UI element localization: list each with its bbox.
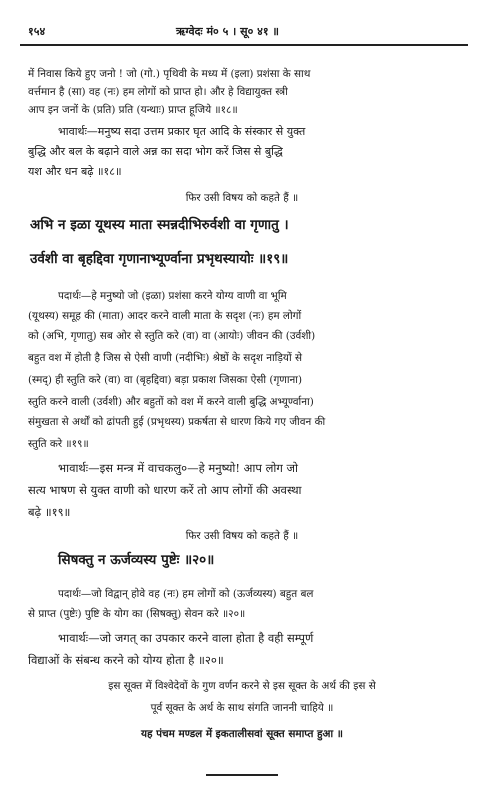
mantra-line-3: सिषक्तु न ऊर्जव्यस्य पुष्टेः ॥२०॥ — [58, 552, 215, 568]
closing-note-line: इस सूक्त में विश्वेदेवों के गुण वर्णन करने से इस सूक्त के अर्थ की इस से — [108, 680, 376, 692]
text-line: यश और धन बढ़े ॥१८॥ — [28, 165, 122, 178]
text-line: बढ़े ॥१९॥ — [28, 505, 71, 519]
text-line: आप इन जनों के (प्रति) प्रति (यन्थाः) प्राप्त हूजिये ॥१८॥ — [28, 104, 238, 116]
mantra-line-2: उर्वशी वा बृहद्दिवा गृणानाभ्यूर्ण्वाना प्रभृथस्यायोः ॥१९॥ — [30, 251, 289, 267]
text-line: बहुत वश में होती है जिस से ऐसी वाणी (नदीभिः) श्रेष्ठों के सदृश नाड़ियों से — [28, 352, 302, 364]
text-line: वर्त्तमान है (सा) वह (नः) हम लोगों को प्राप्त हो। और हे विद्यायुक्त स्त्री — [28, 86, 288, 98]
text-line: स्तुति करने वाली (उर्वशी) और बहुतों को वश में करने वाली बुद्धि अभ्यूर्ण्वाना) — [28, 396, 314, 408]
running-header: ऋग्वेदः मं० ५ । सू० ४१ ॥ — [176, 25, 280, 38]
text-line: से प्राप्त (पुष्टेः) पुष्टि के योग का (सिषक्तु) सेवन करे ॥२०॥ — [28, 608, 246, 620]
header-rule — [20, 44, 468, 46]
text-line: विद्याओं के संबन्ध करने को योग्य होता है ॥२०॥ — [28, 653, 224, 667]
closing-note-line: पूर्व सूक्त के अर्थ के साथ संगति जाननी चाहिये ॥ — [150, 702, 334, 714]
end-rule — [206, 774, 278, 776]
text-line: संमुखता से अर्थों को ढांपती हुई (प्रभृथस्य) प्रकर्षता से धारण किये गए जीवन की — [28, 416, 326, 428]
text-line: बुद्धि और बल के बढ़ाने वाले अन्न का सदा भोग करें जिस से बुद्धि — [28, 145, 283, 158]
text-line: (यूथस्य) समूह की (माता) आदर करने वाली माता के सदृश (नः) हम लोगों — [28, 310, 302, 322]
text-line: को (अभि, गृणातु) सब ओर से स्तुति करे (वा) वा (आयोः) जीवन की (उर्वशी) — [28, 330, 316, 342]
padarth-line: पदार्थः—हे मनुष्यो जो (इळा) प्रशंसा करने योग्य वाणी वा भूमि — [58, 290, 287, 302]
bhavarth-line: भावार्थः—जो जगत् का उपकार करने वाला होता है वही सम्पूर्ण — [58, 631, 314, 645]
section-heading: फिर उसी विषय को कहते हैं ॥ — [185, 192, 299, 204]
text-line: में निवास किये हुए जनो ! जो (गो.) पृथिवी के मध्य में (इला) प्रशंसा के साथ — [28, 68, 311, 80]
page-number: १५४ — [28, 25, 46, 38]
section-heading: फिर उसी विषय को कहते हैं ॥ — [185, 530, 299, 542]
text-line: सत्य भाषण से युक्त वाणी को धारण करें तो आप लोगों की अवस्था — [28, 483, 302, 497]
sukta-end-line: यह पंचम मण्डल में इकतालीसवां सूक्त समाप्त हुआ ॥ — [140, 728, 343, 740]
mantra-line-1: अभि न इळा यूथस्य माता स्मन्नदीभिरुर्वशी वा गृणातु । — [30, 217, 289, 233]
text-line: स्तुति करे ॥१९॥ — [28, 438, 89, 450]
text-line: (स्मद्) ही स्तुति करे (वा) वा (बृहद्दिवा) बड़ा प्रकाश जिसका ऐसी (गृणाना) — [28, 374, 303, 386]
bhavarth-line: भावार्थः—इस मन्त्र में वाचकलु०—हे मनुष्यो! आप लोग जो — [58, 461, 299, 475]
bhavarth-line: भावार्थः—मनुष्य सदा उत्तम प्रकार घृत आदि के संस्कार से युक्त — [58, 125, 306, 138]
padarth-line: पदार्थः—जो विद्वान् होवे वह (नः) हम लोगों को (ऊर्जव्यस्य) बहुत बल — [58, 588, 314, 600]
